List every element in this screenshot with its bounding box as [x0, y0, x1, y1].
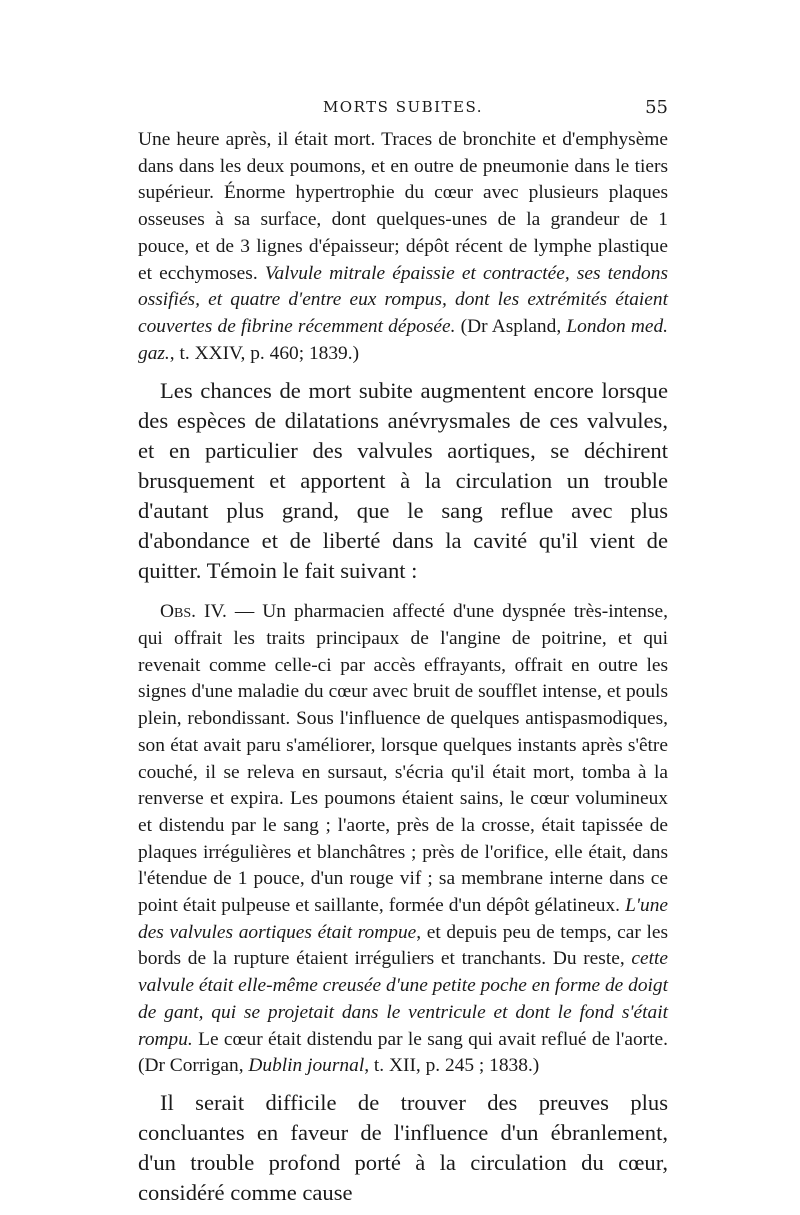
italic-finding-1: L'une des valvules aortiques était rompue — [138, 895, 668, 943]
running-title: MORTS SUBITES. — [322, 98, 484, 116]
running-head — [138, 98, 668, 122]
italic-finding: Valvule mitrale épaissie et contractée, ses tendons ossifiés, et quatre d'entre eux rompus, dont les extrémités étaient couvertes de fibrine récemment déposée. — [138, 262, 668, 337]
text-column — [138, 127, 668, 1208]
italic-finding-2: cette valvule était elle-même creusée d'une petite poche en forme de doigt de gant, qui se projetait dans le ventricule et dont le fond s'était rompu. — [138, 948, 668, 1050]
main-paragraph-1: Les chances de mort subite augmentent encore lorsque des espèces de dilatations anévrysmales de ces valvules, et en particulier des valvules aortiques, se déchirent brusquement et apportent à la circulation un trouble d'autant plus grand, que le sang reflue avec plus d'abondance et de liberté dans la cavité qu'il vient de quitter. Témoin le fait suivant : — [138, 378, 668, 584]
journal-title: London med. gaz. — [138, 315, 668, 364]
observation-4: Obs. IV. — Un pharmacien affecté d'une dyspnée très-intense, qui offrait les traits principaux de l'angine de poitrine, et qui revenait comme celle-ci par accès effrayants, offrait en outre les signes d'une maladie du cœur avec bruit de soufflet intense, et pouls plein, rebondissant. Sous l'influence de quelques antispasmodiques, son état avait paru s'améliorer, lorsque quelques instants après s'être couché, il se releva en sursaut, s'écria qu'il était mort, tomba à la renverse et expira. Les poumons étaient sains, le cœur volumineux et distendu par le sang ; l'aorte, près de la crosse, était tapissée de plaques irrégulières et blanchâtres ; près de l'orifice, elle était, dans l'étendue de 1 pouce, d'un rouge vif ; sa membrane interne dans ce point était pulpeuse et saillante, formée d'un dépôt gélatineux. L'une des valvules aortiques était rompue, et depuis peu de temps, car les bords de la rupture étaient irréguliers et tranchants. Du reste, cette valvule était elle-même creusée d'une petite poche en forme de doigt de gant, qui se projetait dans le ventricule et dont le fond s'était rompu. Le cœur était distendu par le sang qui avait reflué de l'aorte. (Dr Corrigan, Dublin journal, t. XII, p. 245 ; 1838.) — [138, 601, 668, 1077]
previous-case-conclusion: Une heure après, il était mort. Traces de bronchite et d'emphysème dans dans les deux poumons, et en outre de pneumonie dans le tiers supérieur. Énorme hypertrophie du cœur avec plusieurs plaques osseuses à sa surface, dont quelques-unes de la grandeur de 1 pouce, et de 3 lignes d'épaisseur; dépôt récent de lymphe plastique et ecchymoses. Valvule mitrale épaissie et contractée, ses tendons ossifiés, et quatre d'entre eux rompus, dont les extrémités étaient couvertes de fibrine récemment déposée. (Dr Aspland, London med. gaz., t. XXIV, p. 460; 1839.) — [138, 129, 668, 364]
page-number: 55 — [645, 97, 668, 118]
main-paragraph-2: Il serait difficile de trouver des preuves plus concluantes en faveur de l'influence d'un ébranlement, d'un trouble profond porté à la circulation du cœur, considéré comme cause — [138, 1089, 668, 1205]
journal-title: Dublin journal — [248, 1055, 365, 1077]
observation-label: Obs. IV. — [160, 601, 227, 623]
